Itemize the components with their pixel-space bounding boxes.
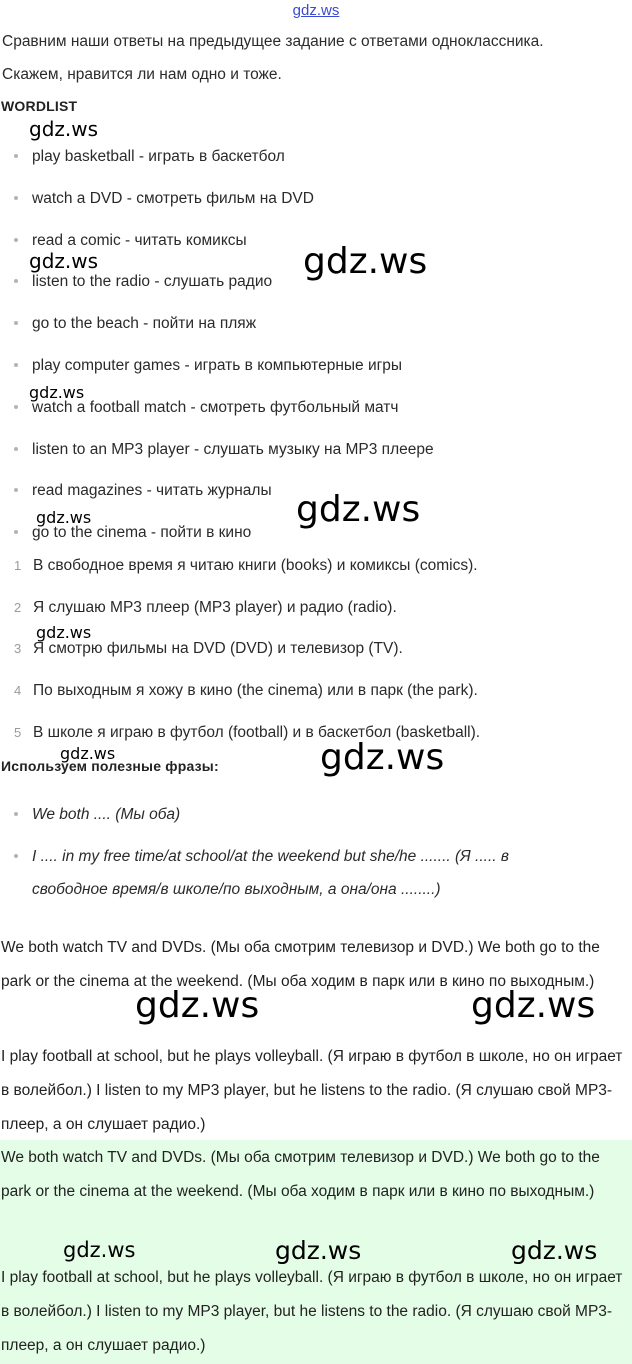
highlight-paragraph: I play football at school, but he plays volleyball. (Я играю в футбол в школе, но он играет в волейбол.) I listen to my MP3 player, but he listens to the radio. (Я слушаю свой MP3-плеер, а он слушает радио.)	[1, 1269, 623, 1354]
bullet-icon	[14, 321, 18, 325]
numbered-item: 4 По выходным я хожу в кино (the cinema) или в парк (the park).	[14, 682, 478, 699]
bullet-icon	[14, 279, 18, 283]
watermark: gdz.ws	[135, 985, 260, 1026]
list-item: watch a DVD - смотреть фильм на DVD	[14, 190, 314, 208]
phrases-heading: Используем полезные фразы:	[1, 758, 219, 774]
watermark: gdz.ws	[471, 985, 596, 1026]
highlight-paragraph: We both watch TV and DVDs. (Мы оба смотрим телевизор и DVD.) We both go to the park or the cinema at the weekend. (Мы оба ходим в парк или в кино по выходным.)	[1, 1149, 600, 1200]
bullet-icon	[14, 196, 18, 200]
answer-paragraph: I play football at school, but he plays volleyball. (Я играю в футбол в школе, но он играет в волейбол.) I listen to my MP3 player, but he listens to the radio. (Я слушаю свой MP3-плеер, а он слушает радио.)	[1, 1048, 623, 1133]
watermark: gdz.ws	[29, 117, 99, 141]
watermark: gdz.ws	[303, 241, 428, 282]
bullet-icon	[14, 154, 18, 158]
list-item: read a comic - читать комиксы	[14, 232, 247, 250]
bullet-icon	[14, 405, 18, 409]
list-item: We both .... (Мы оба)	[14, 806, 180, 824]
bullet-icon	[14, 447, 18, 451]
watermark: gdz.ws	[63, 1238, 136, 1262]
site-link[interactable]: gdz.ws	[292, 2, 340, 19]
numbered-item: 3 Я смотрю фильмы на DVD (DVD) и телевизор (TV).	[14, 640, 403, 657]
numbered-item: 5 В школе я играю в футбол (football) и в баскетбол (basketball).	[14, 724, 481, 741]
list-item: listen to the radio - слушать радио	[14, 273, 272, 291]
list-item: play basketball - играть в баскетбол	[14, 148, 285, 166]
numbered-item: 2 Я слушаю MP3 плеер (MP3 player) и радио (radio).	[14, 599, 397, 616]
bullet-icon	[14, 812, 18, 816]
intro-line-2: Скажем, нравится ли нам одно и тоже.	[2, 66, 282, 83]
list-item-continuation: свободное время/в школе/по выходным, а она/она ........)	[32, 881, 441, 898]
watermark: gdz.ws	[296, 489, 421, 530]
numbered-item: 1 В свободное время я читаю книги (books) и комиксы (comics).	[14, 557, 478, 574]
watermark: gdz.ws	[29, 249, 99, 273]
answer-paragraph: We both watch TV and DVDs. (Мы оба смотрим телевизор и DVD.) We both go to the park or the cinema at the weekend. (Мы оба ходим в парк или в кино по выходным.)	[1, 939, 600, 990]
watermark: gdz.ws	[320, 737, 445, 778]
bullet-icon	[14, 238, 18, 242]
bullet-icon	[14, 363, 18, 367]
list-item: I .... in my free time/at school/at the weekend but she/he ....... (Я ..... в	[14, 848, 509, 866]
watermark: gdz.ws	[60, 744, 116, 763]
watermark: gdz.ws	[36, 623, 92, 642]
wordlist-heading: WORDLIST	[1, 98, 78, 114]
watermark: gdz.ws	[29, 383, 85, 402]
list-item: read magazines - читать журналы	[14, 482, 272, 500]
list-item: go to the beach - пойти на пляж	[14, 315, 256, 333]
list-item: listen to an MP3 player - слушать музыку на MP3 плеере	[14, 441, 434, 459]
bullet-icon	[14, 854, 18, 858]
list-item: watch a football match - смотреть футбольный матч	[14, 399, 398, 417]
watermark: gdz.ws	[275, 1236, 362, 1265]
watermark: gdz.ws	[36, 508, 92, 527]
bullet-icon	[14, 530, 18, 534]
watermark: gdz.ws	[511, 1236, 598, 1265]
list-item: play computer games - играть в компьютерные игры	[14, 357, 402, 375]
list-item: go to the cinema - пойти в кино	[14, 524, 251, 542]
intro-line-1: Сравним наши ответы на предыдущее задание с ответами одноклассника.	[2, 33, 544, 50]
bullet-icon	[14, 488, 18, 492]
